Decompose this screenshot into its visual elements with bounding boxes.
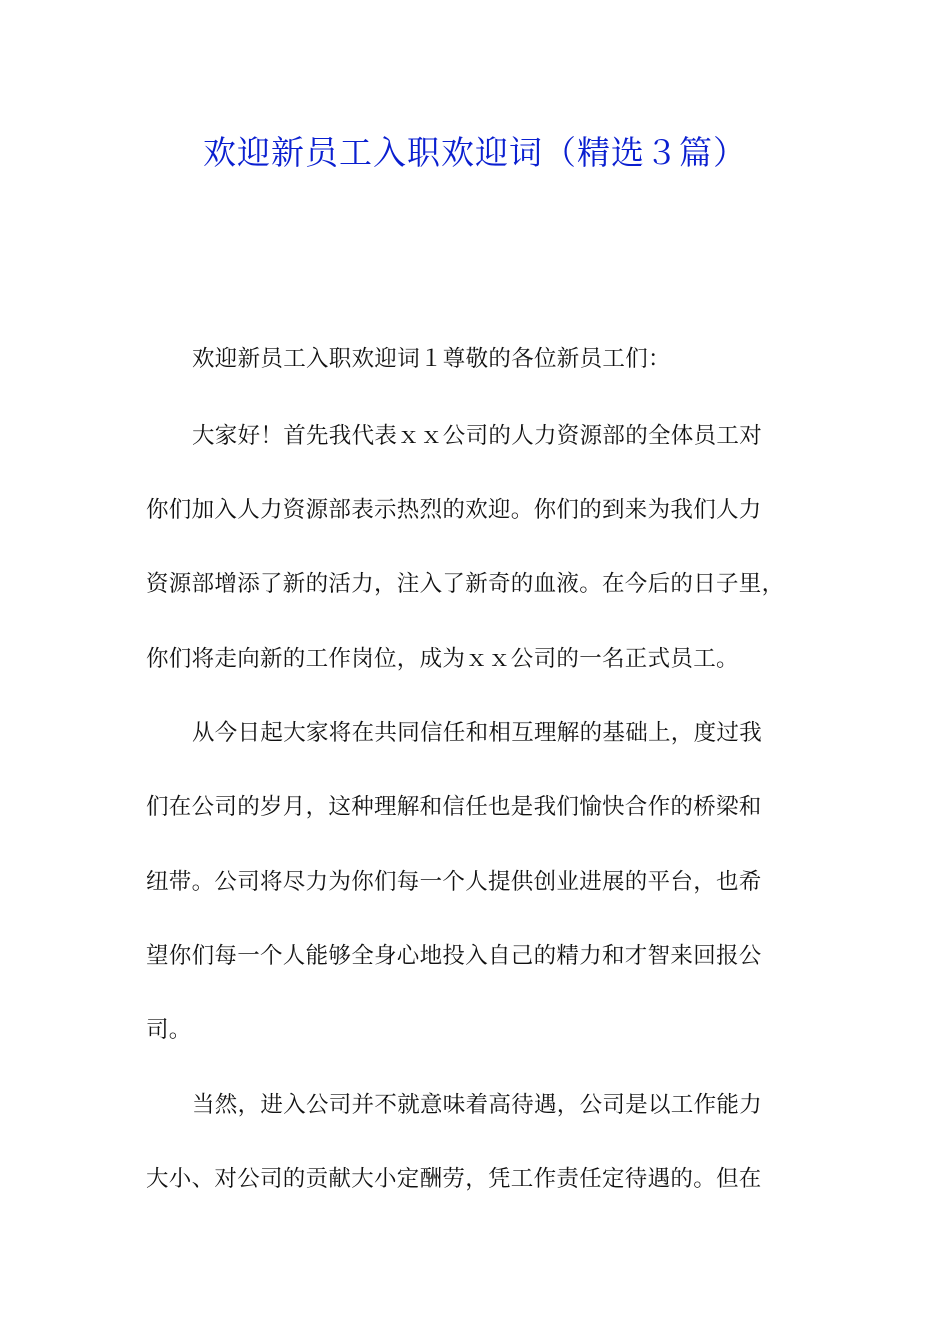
paragraph-line: 司。 — [146, 1017, 192, 1043]
document-title: 欢迎新员工入职欢迎词（精选３篇） — [203, 133, 747, 172]
paragraph-line: 你们将走向新的工作岗位，成为ｘｘ公司的一名正式员工。 — [146, 646, 739, 672]
paragraph-line: 欢迎新员工入职欢迎词１尊敬的各位新员工们： — [192, 346, 671, 372]
paragraph-line: 纽带。公司将尽力为你们每一个人提供创业进展的平台，也希 — [146, 869, 762, 895]
paragraph-line: 们在公司的岁月，这种理解和信任也是我们愉快合作的桥梁和 — [146, 794, 762, 820]
paragraph-line: 大小、对公司的贡献大小定酬劳，凭工作责任定待遇的。但在 — [146, 1166, 762, 1192]
paragraph-line: 从今日起大家将在共同信任和相互理解的基础上，度过我 — [192, 720, 763, 746]
paragraph-line: 大家好！首先我代表ｘｘ公司的人力资源部的全体员工对 — [192, 423, 763, 449]
paragraph-line: 资源部增添了新的活力，注入了新奇的血液。在今后的日子里， — [146, 571, 785, 597]
paragraph-line: 当然，进入公司并不就意味着高待遇，公司是以工作能力 — [192, 1092, 763, 1118]
paragraph-line: 望你们每一个人能够全身心地投入自己的精力和才智来回报公 — [146, 943, 762, 969]
paragraph-line: 你们加入人力资源部表示热烈的欢迎。你们的到来为我们人力 — [146, 497, 762, 523]
